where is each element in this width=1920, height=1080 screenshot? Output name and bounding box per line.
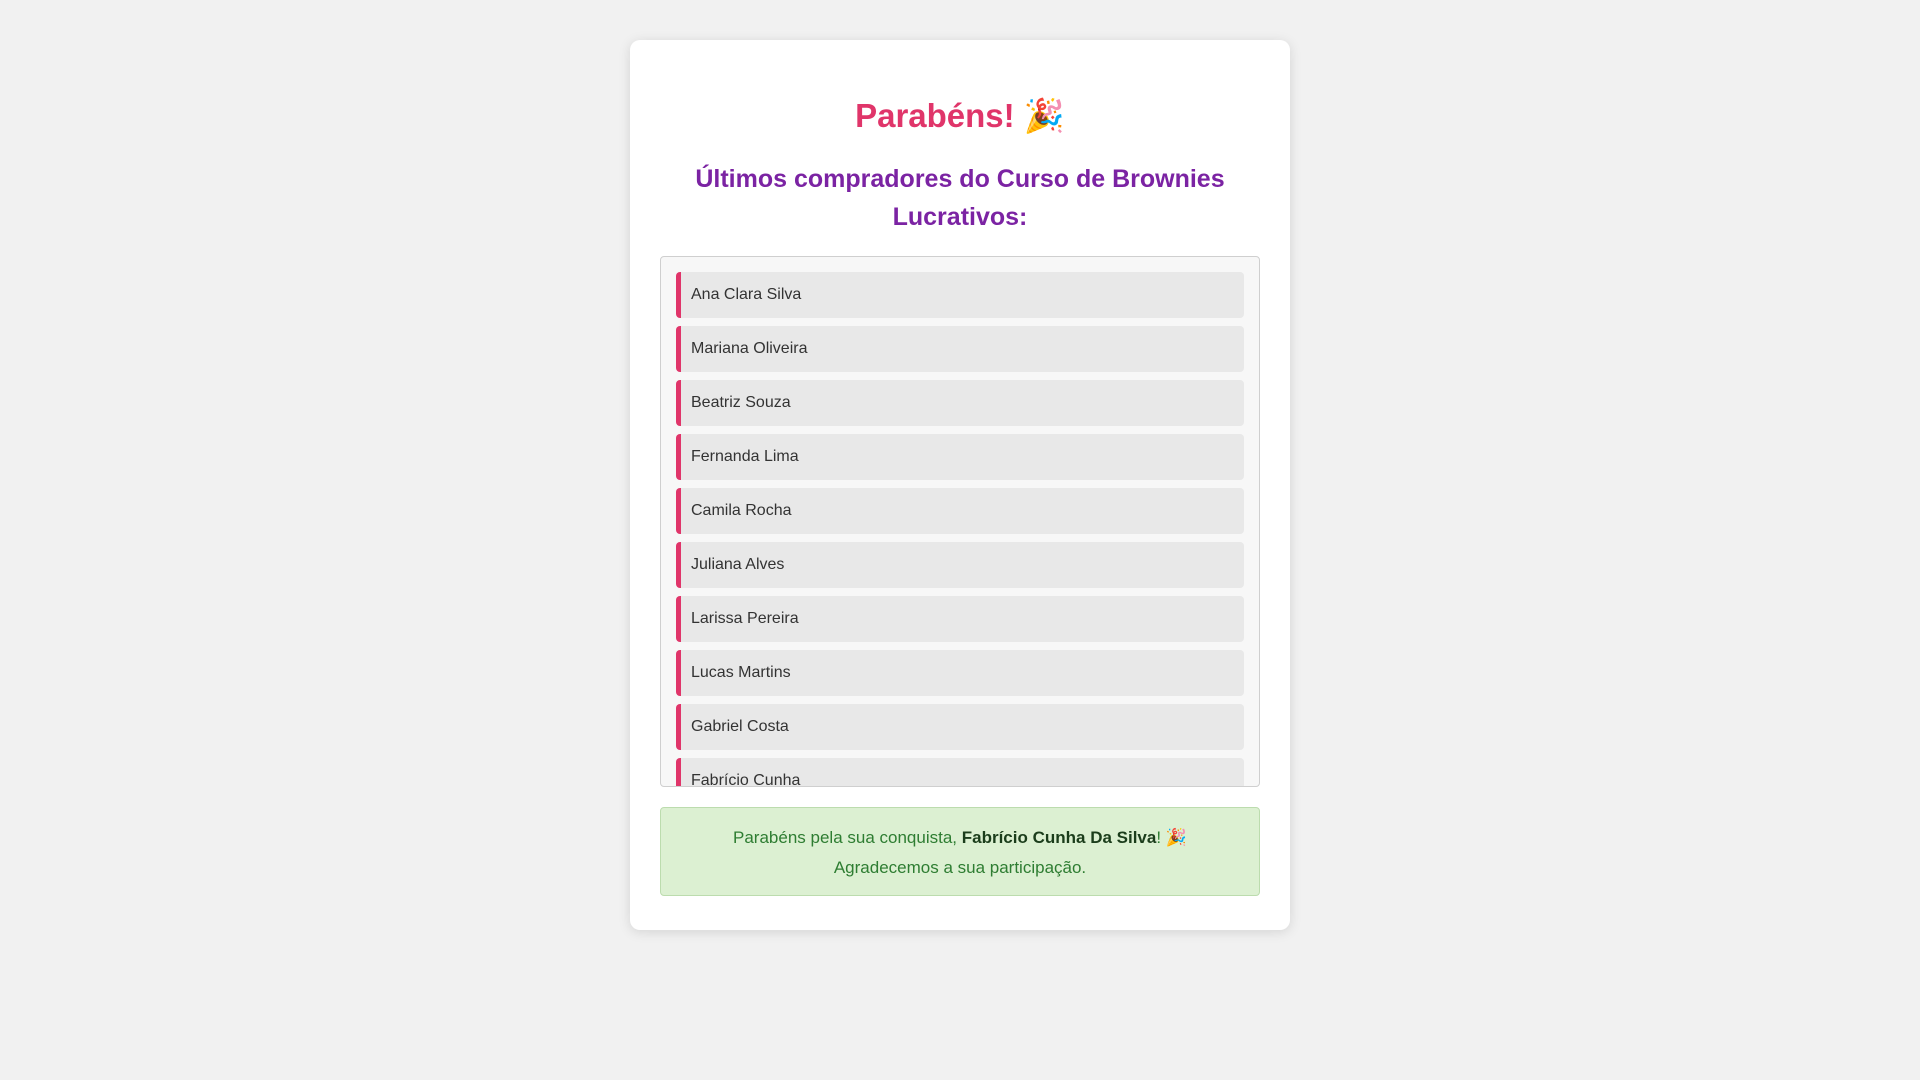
- buyer-name: Beatriz Souza: [691, 394, 791, 411]
- buyer-name: Camila Rocha: [691, 502, 792, 519]
- message-prefix: Parabéns pela sua conquista,: [733, 828, 962, 847]
- message-line-1: [661, 823, 1259, 853]
- buyer-name: Ana Clara Silva: [691, 286, 802, 303]
- message-suffix: !: [1156, 828, 1162, 847]
- party-popper-icon: 🎉: [1165, 828, 1187, 848]
- list-item: [676, 650, 1244, 696]
- list-item: [676, 704, 1244, 750]
- list-item: [676, 542, 1244, 588]
- buyer-name: Larissa Pereira: [691, 610, 799, 627]
- message-line-2: Agradecemos a sua participação.: [833, 858, 1087, 877]
- buyer-name: Fabrício Cunha: [691, 772, 801, 787]
- list-item: [676, 596, 1244, 642]
- list-item: [676, 434, 1244, 480]
- buyer-name: Juliana Alves: [691, 556, 785, 573]
- page-title: [660, 96, 1260, 136]
- title-text: Parabéns!: [855, 97, 1015, 134]
- buyer-name: Gabriel Costa: [691, 718, 789, 735]
- party-popper-icon: 🎉: [1023, 96, 1065, 135]
- list-item: [676, 488, 1244, 534]
- page-subtitle: Últimos compradores do Curso de Brownies Lucrativos:: [695, 165, 1225, 231]
- buyer-name: Mariana Oliveira: [691, 340, 808, 357]
- list-item: [676, 272, 1244, 318]
- buyer-name: Fernanda Lima: [691, 448, 799, 465]
- buyers-list[interactable]: [660, 256, 1260, 787]
- congrats-card: [630, 40, 1290, 930]
- success-message: [660, 807, 1260, 896]
- list-item: [676, 326, 1244, 372]
- buyer-name: Lucas Martins: [691, 664, 791, 681]
- buyer-full-name: Fabrício Cunha Da Silva: [961, 828, 1157, 847]
- list-item: [676, 380, 1244, 426]
- list-item: [676, 758, 1244, 787]
